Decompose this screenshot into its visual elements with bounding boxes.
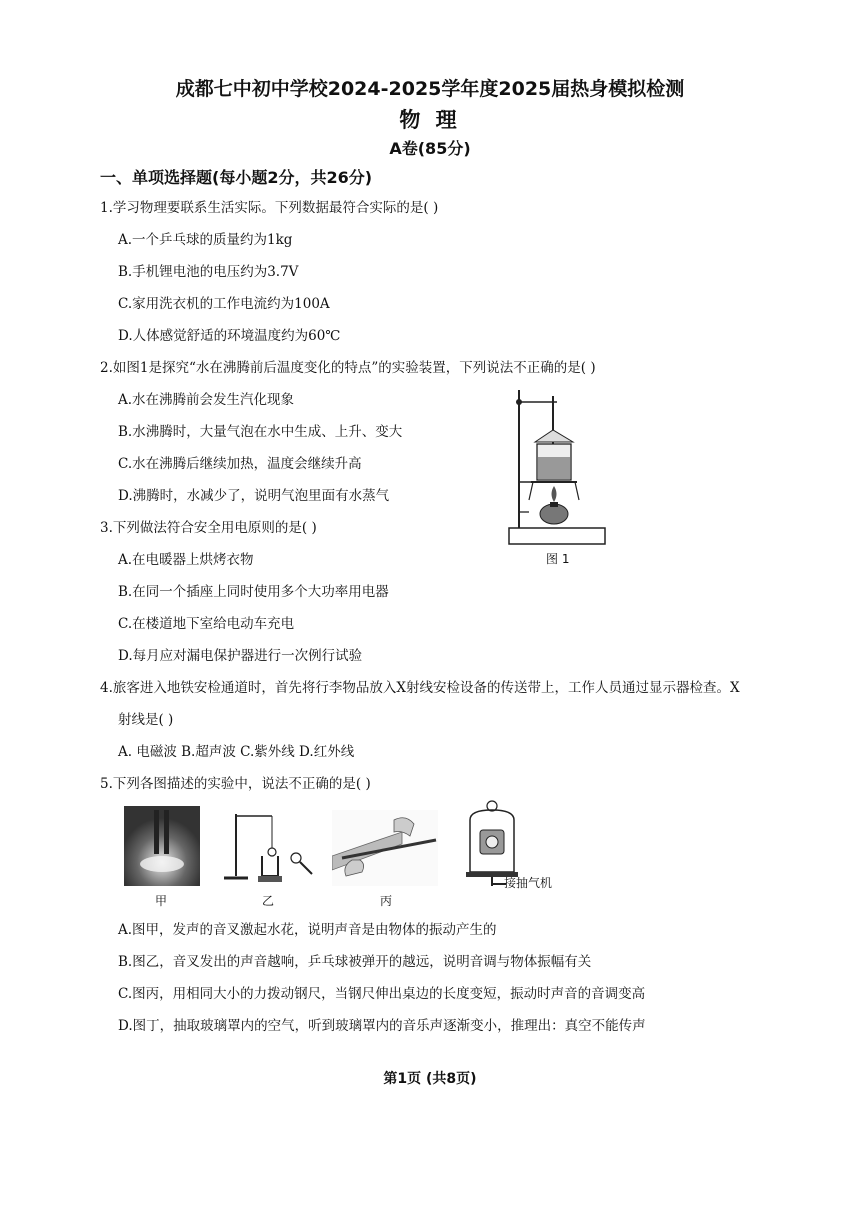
question-4-stem-line2: 射线是( ) [118, 712, 174, 728]
question-4-options: A. 电磁波 B.超声波 C.紫外线 D.红外线 [118, 744, 355, 760]
subject-title: 物 理 [399, 108, 461, 132]
figure-label-jia: 甲 [155, 894, 168, 908]
question-1-stem: 1.学习物理要联系生活实际。下列数据最符合实际的是( ) [100, 200, 439, 216]
question-3-option-c: C.在楼道地下室给电动车充电 [118, 616, 295, 632]
question-1-option-b: B.手机锂电池的电压约为3.7V [118, 264, 299, 280]
figure-yi-apparatus [218, 806, 318, 886]
question-3-option-a: A.在电暖器上烘烤衣物 [118, 552, 254, 568]
question-5-option-a: A.图甲，发声的音叉激起水花，说明声音是由物体的振动产生的 [118, 922, 497, 938]
question-3-option-d: D.每月应对漏电保护器进行一次例行试验 [118, 648, 363, 664]
question-3-stem: 3.下列做法符合安全用电原则的是( ) [100, 520, 317, 536]
section-heading: 一、单项选择题(每小题2分，共26分) [100, 168, 373, 187]
question-3-option-b: B.在同一个插座上同时使用多个大功率用电器 [118, 584, 389, 600]
question-5-stem: 5.下列各图描述的实验中，说法不正确的是( ) [100, 776, 371, 792]
question-5-option-b: B.图乙，音叉发出的声音越响，乒乓球被弹开的越远，说明音调与物体振幅有关 [118, 954, 592, 970]
question-2-option-d: D.沸腾时，水减少了，说明气泡里面有水蒸气 [118, 488, 390, 504]
question-1-option-c: C.家用洗衣机的工作电流约为100A [118, 296, 330, 312]
question-2-option-c: C.水在沸腾后继续加热，温度会继续升高 [118, 456, 362, 472]
question-2-option-a: A.水在沸腾前会发生汽化现象 [118, 392, 295, 408]
figure-ding-pump-label: 接抽气机 [504, 876, 553, 890]
question-1-option-a: A.一个乒乓球的质量约为1kg [118, 232, 293, 248]
figure-label-bing: 丙 [380, 894, 393, 908]
question-2-stem: 2.如图1是探究“水在沸腾前后温度变化的特点”的实验装置，下列说法不正确的是( ) [100, 360, 596, 376]
page-number: 第1页 (共8页) [383, 1071, 477, 1087]
question-2-option-b: B.水沸腾时，大量气泡在水中生成、上升、变大 [118, 424, 403, 440]
figure-bing-ruler [332, 810, 438, 886]
figure-1-boiling-apparatus [505, 382, 610, 552]
question-1-option-d: D.人体感觉舒适的环境温度约为60℃ [118, 328, 341, 344]
volume-title: A卷(85分) [389, 139, 471, 158]
question-5-option-d: D.图丁，抽取玻璃罩内的空气，听到玻璃罩内的音乐声逐渐变小，推理出：真空不能传声 [118, 1018, 646, 1034]
figure-label-yi: 乙 [262, 894, 275, 908]
question-5-option-c: C.图丙，用相同大小的力拨动钢尺，当钢尺伸出桌边的长度变短，振动时声音的音调变高 [118, 986, 646, 1002]
figure-1-caption: 图 1 [546, 552, 570, 566]
question-4-stem-line1: 4.旅客进入地铁安检通道时，首先将行李物品放入X射线安检设备的传送带上，工作人员通过显示器检查。X [100, 680, 740, 696]
exam-title: 成都七中初中学校2024-2025学年度2025届热身模拟检测 [175, 78, 685, 100]
figure-jia-photo [124, 806, 200, 886]
